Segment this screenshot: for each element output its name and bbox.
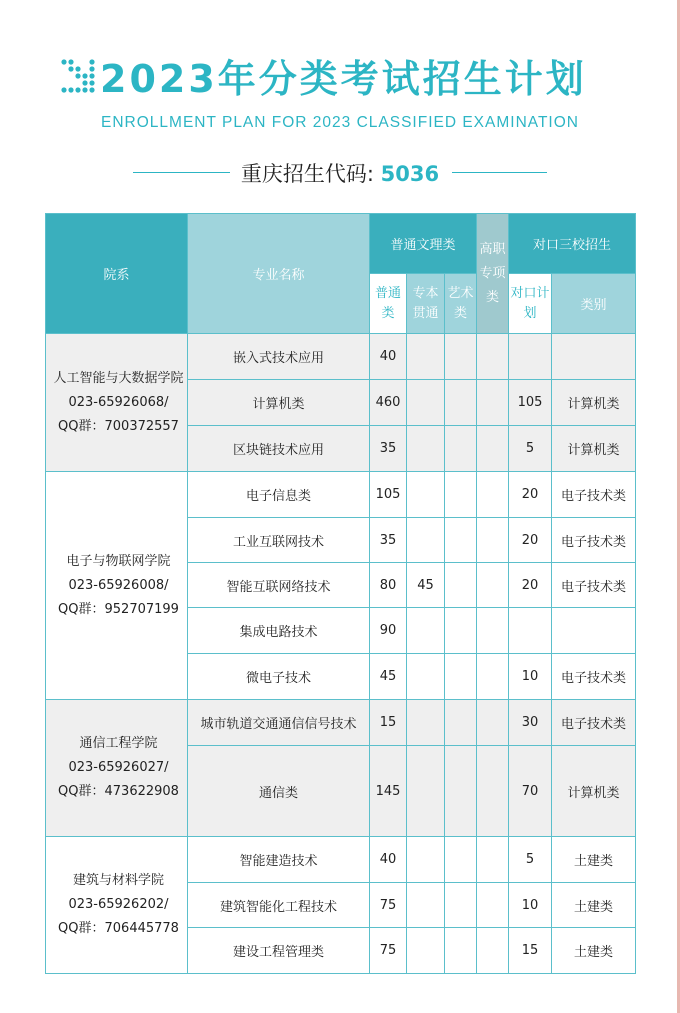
plan-cell: 30 (509, 700, 552, 746)
gaozhi-cell (477, 334, 509, 380)
major-cell: 微电子技术 (188, 654, 370, 700)
category-cell: 电子技术类 (552, 518, 636, 563)
general-cell: 35 (370, 518, 407, 563)
gaozhi-cell (477, 654, 509, 700)
header-dept: 院系 (46, 214, 188, 334)
gaozhi-cell (477, 608, 509, 654)
header-general: 普通类 (370, 274, 407, 334)
major-cell: 城市轨道交通通信信号技术 (188, 700, 370, 746)
dept-name: 电子与物联网学院 (66, 553, 171, 569)
art-cell (445, 654, 477, 700)
gaozhi-cell (477, 837, 509, 883)
dept-qq: QQ群：706445778 (58, 921, 179, 936)
zhuanben-cell (407, 746, 445, 837)
art-cell (445, 426, 477, 472)
zhuanben-cell (407, 472, 445, 518)
general-cell: 90 (370, 608, 407, 654)
zhuanben-cell (407, 700, 445, 746)
major-cell: 计算机类 (188, 380, 370, 426)
gaozhi-cell (477, 426, 509, 472)
art-cell (445, 472, 477, 518)
gaozhi-cell (477, 472, 509, 518)
general-cell: 45 (370, 654, 407, 700)
table-row (46, 472, 636, 518)
plan-cell: 5 (509, 837, 552, 883)
header-general-group: 普通文理类 (370, 214, 477, 274)
header-major: 专业名称 (188, 214, 370, 334)
art-cell (445, 883, 477, 928)
header-duikou-group: 对口三校招生 (509, 214, 636, 274)
zhuanben-cell: 45 (407, 563, 445, 608)
dept-qq: QQ群：700372557 (58, 418, 179, 434)
dept-qq: QQ群：952707199 (58, 601, 179, 617)
art-cell (445, 608, 477, 654)
zhuanben-cell (407, 518, 445, 563)
major-cell: 区块链技术应用 (188, 426, 370, 472)
plan-cell: 5 (509, 426, 552, 472)
gaozhi-cell (477, 928, 509, 974)
zhuanben-cell (407, 928, 445, 974)
gaozhi-cell (477, 518, 509, 563)
plan-cell: 105 (509, 380, 552, 426)
major-cell: 建筑智能化工程技术 (188, 883, 370, 928)
zhuanben-cell (407, 334, 445, 380)
dept-phone: 023-65926068/ (68, 394, 169, 410)
page-subtitle: ENROLLMENT PLAN FOR 2023 CLASSIFIED EXAMINATION (101, 114, 579, 131)
dept-phone: 023-65926027/ (68, 760, 169, 775)
art-cell (445, 518, 477, 563)
code-label: 重庆招生代码: (240, 162, 381, 186)
dept-cell (46, 334, 188, 472)
category-cell: 计算机类 (552, 380, 636, 426)
plan-cell: 15 (509, 928, 552, 974)
general-cell: 40 (370, 334, 407, 380)
zhuanben-cell (407, 608, 445, 654)
major-cell: 智能建造技术 (188, 837, 370, 883)
category-cell: 土建类 (552, 928, 636, 974)
header-gaozhi: 高职专项类 (477, 214, 509, 334)
gaozhi-cell (477, 746, 509, 837)
major-cell: 建设工程管理类 (188, 928, 370, 974)
dept-cell (46, 700, 188, 837)
dept-phone: 023-65926202/ (68, 897, 169, 912)
enrollment-table (45, 213, 636, 974)
gaozhi-cell (477, 380, 509, 426)
plan-cell (509, 334, 552, 380)
general-cell: 15 (370, 700, 407, 746)
art-cell (445, 700, 477, 746)
plan-cell: 10 (509, 883, 552, 928)
category-cell: 电子技术类 (552, 563, 636, 608)
header-art: 艺术类 (445, 274, 477, 334)
art-cell (445, 928, 477, 974)
plan-cell (509, 608, 552, 654)
dept-name: 通信工程学院 (79, 736, 158, 751)
category-cell: 土建类 (552, 883, 636, 928)
gaozhi-cell (477, 563, 509, 608)
category-cell: 计算机类 (552, 426, 636, 472)
table-row (46, 334, 636, 380)
zhuanben-cell (407, 426, 445, 472)
plan-cell: 10 (509, 654, 552, 700)
category-cell: 电子技术类 (552, 700, 636, 746)
page-title: 2023年分类考试招生计划 (100, 57, 587, 101)
general-cell: 80 (370, 563, 407, 608)
header-category: 类别 (552, 274, 636, 334)
general-cell: 145 (370, 746, 407, 837)
general-cell: 460 (370, 380, 407, 426)
art-cell (445, 563, 477, 608)
general-cell: 75 (370, 883, 407, 928)
dept-phone: 023-65926008/ (68, 577, 169, 593)
code-value: 5036 (380, 162, 440, 186)
general-cell: 105 (370, 472, 407, 518)
gaozhi-cell (477, 700, 509, 746)
plan-cell: 20 (509, 563, 552, 608)
enrollment-code (0, 158, 680, 188)
general-cell: 40 (370, 837, 407, 883)
table-row (46, 837, 636, 883)
art-cell (445, 837, 477, 883)
gaozhi-cell (477, 883, 509, 928)
art-cell (445, 746, 477, 837)
plan-cell: 70 (509, 746, 552, 837)
logo-arrow-icon (60, 58, 98, 96)
art-cell (445, 334, 477, 380)
dept-cell (46, 837, 188, 974)
header-zhuanben: 专本贯通 (407, 274, 445, 334)
general-cell: 35 (370, 426, 407, 472)
category-cell (552, 608, 636, 654)
category-cell: 土建类 (552, 837, 636, 883)
dept-cell (46, 472, 188, 700)
zhuanben-cell (407, 837, 445, 883)
category-cell: 电子技术类 (552, 654, 636, 700)
major-cell: 电子信息类 (188, 472, 370, 518)
table-row (46, 700, 636, 746)
plan-cell: 20 (509, 472, 552, 518)
dept-name: 人工智能与大数据学院 (53, 370, 184, 386)
zhuanben-cell (407, 654, 445, 700)
general-cell: 75 (370, 928, 407, 974)
category-cell (552, 334, 636, 380)
major-cell: 集成电路技术 (188, 608, 370, 654)
major-cell: 通信类 (188, 746, 370, 837)
zhuanben-cell (407, 380, 445, 426)
category-cell: 电子技术类 (552, 472, 636, 518)
zhuanben-cell (407, 883, 445, 928)
category-cell: 计算机类 (552, 746, 636, 837)
major-cell: 嵌入式技术应用 (188, 334, 370, 380)
header-duikou-plan: 对口计划 (509, 274, 552, 334)
major-cell: 智能互联网络技术 (188, 563, 370, 608)
major-cell: 工业互联网技术 (188, 518, 370, 563)
art-cell (445, 380, 477, 426)
dept-name: 建筑与材料学院 (72, 873, 164, 888)
dept-qq: QQ群：473622908 (58, 784, 179, 799)
plan-cell: 20 (509, 518, 552, 563)
